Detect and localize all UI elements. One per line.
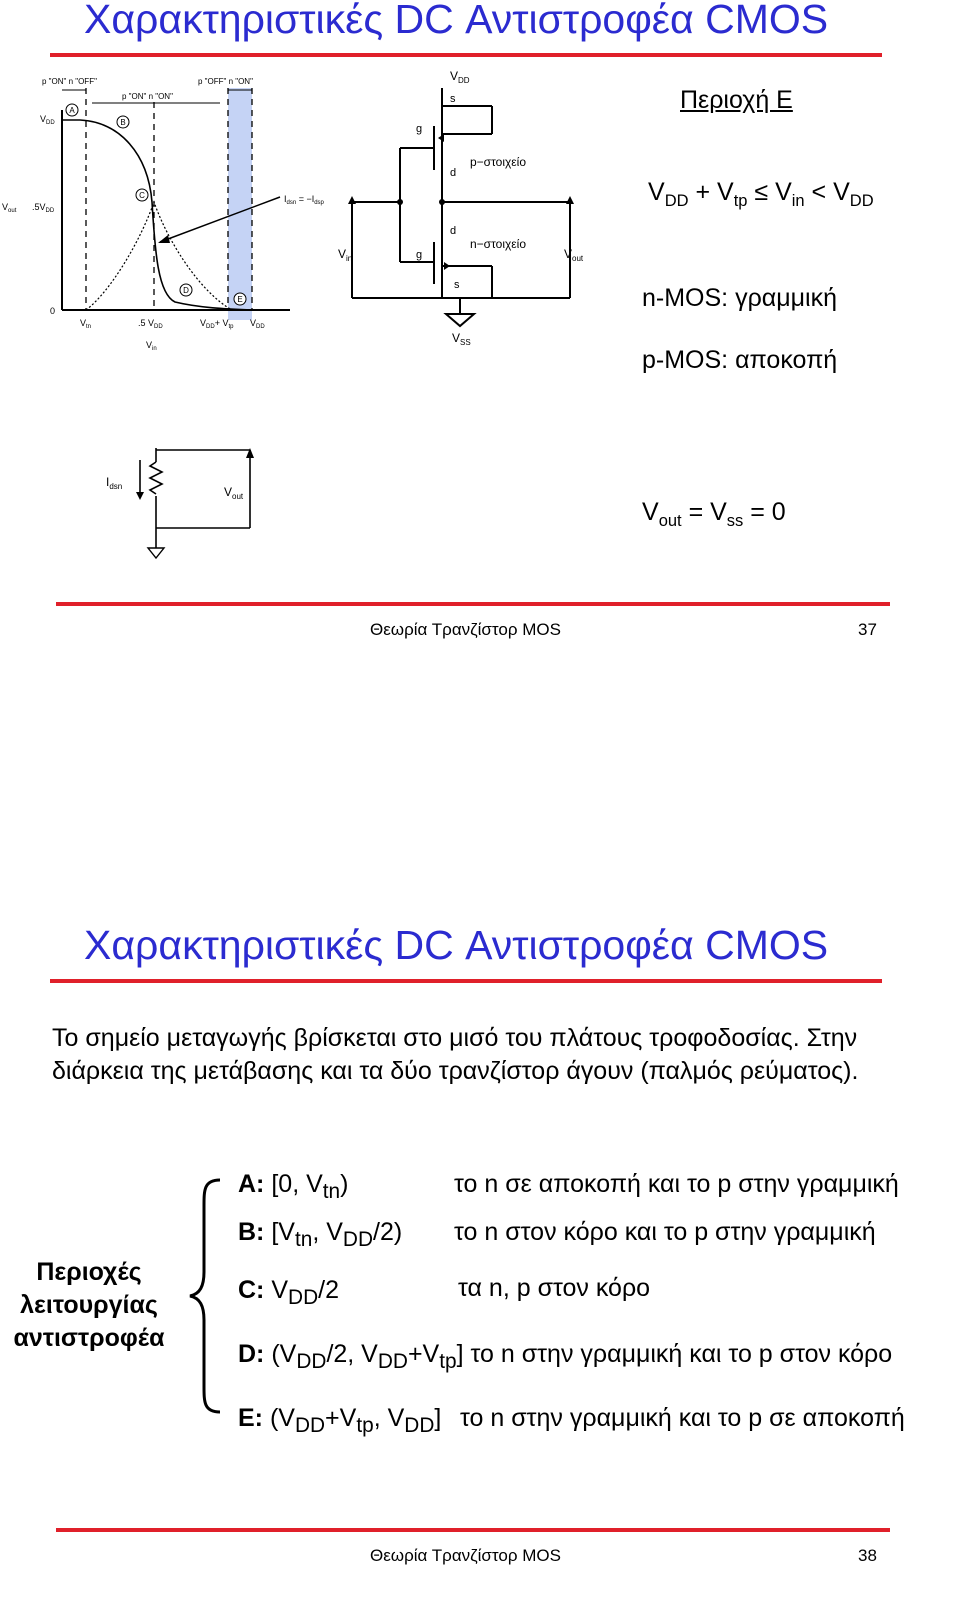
vtc-curve — [62, 120, 252, 310]
point-a: A — [69, 106, 75, 115]
terminal-s-n: s — [454, 279, 460, 291]
point-c: C — [139, 191, 145, 200]
equiv-vout-label: $V_{out}$ — [224, 485, 244, 501]
slide-38-paragraph: Το σημείο μεταγωγής βρίσκεται στο μισό του πλάτους τροφοδοσίας. Στην διάρκεια της μετάβασης και τα δύο τρανζίστορ άγουν (παλμός ρεύματος). — [52, 1024, 859, 1085]
nmos-state: n-MOS: γραμμική — [642, 284, 838, 312]
region-label-3: p "OFF" n "ON" — [198, 77, 253, 86]
region-e-heading: Περιοχή Ε — [680, 86, 793, 114]
vout-equation: $V_{out} = V_{ss} = 0$ — [642, 498, 786, 530]
slide-38-page-number: 38 — [858, 1546, 877, 1565]
point-d: D — [183, 286, 189, 295]
x-label-vtn: $V_{tn}$ — [80, 318, 92, 330]
terminal-d-p: d — [450, 167, 457, 179]
region-desc-b: το n στον κόρο και το p στην γραμμική — [454, 1218, 876, 1246]
current-curve — [86, 202, 232, 310]
n-device-label: n−στοιχείο — [470, 237, 526, 251]
slide-37-footer-text: Θεωρία Τρανζίστορ MOS — [370, 620, 561, 639]
slide-37-title: Χαρακτηριστικές DC Αντιστροφέα CMOS — [84, 0, 829, 42]
point-e: E — [237, 295, 243, 304]
cmos-inverter-circuit — [330, 62, 600, 352]
slide-38-footer-text: Θεωρία Τρανζίστορ MOS — [370, 1546, 561, 1565]
slide-38-title-rule — [50, 979, 882, 983]
regions-label: Περιοχές λειτουργίας αντιστροφέα — [13, 1258, 165, 1352]
transfer-characteristic-plot — [0, 62, 340, 362]
x-label-vdd: $V_{DD}$ — [250, 318, 265, 330]
region-e-highlight — [228, 88, 252, 320]
vin-label: $V_{in}$ — [338, 247, 353, 263]
terminal-d-n: d — [450, 225, 457, 237]
equivalent-circuit — [100, 440, 270, 564]
idsn-annotation: $I_{dsn} = -I_{dsp}$ — [284, 194, 324, 206]
x-axis-title: $V_{in}$ — [146, 340, 157, 352]
slide-37-page-number: 37 — [858, 620, 877, 639]
region-label-1: p "ON" n "OFF" — [42, 77, 97, 86]
vdd-label: $V_{DD}$ — [450, 69, 470, 85]
region-desc-a: το n σε αποκοπή και το p στην γραμμική — [454, 1170, 899, 1198]
region-row-d: D: ($V_{DD}/2$, $V_{DD}+V_{tp}$] το n στην γραμμική και το p στον κόρο — [238, 1340, 893, 1373]
slide-38-title: Χαρακτηριστικές DC Αντιστροφέα CMOS — [84, 922, 829, 968]
region-row-a: A: [0, $V_{tn}$) — [238, 1170, 349, 1203]
terminal-s-p: s — [450, 93, 456, 105]
slide-37-footer-rule — [56, 602, 890, 606]
region-row-c: C: $V_{DD}/2$ — [238, 1276, 339, 1309]
pmos-state: p-MOS: αποκοπή — [642, 346, 838, 374]
terminal-g-n: g — [416, 249, 423, 261]
region-e-condition: $V_{DD} + V_{tp} \le V_{in} < V_{DD}$ — [648, 178, 874, 210]
region-row-e: E: ($V_{DD}+V_{tp}$, $V_{DD}$] — [238, 1404, 442, 1437]
slide-37-title-rule — [50, 53, 882, 57]
region-row-b: B: [$V_{tn}$, $V_{DD}/2$) — [238, 1218, 403, 1251]
vout-label: $V_{out}$ — [564, 247, 584, 263]
y-label-zero: 0 — [50, 306, 56, 316]
region-label-2: p "ON" n "ON" — [122, 92, 173, 101]
point-b: B — [120, 118, 126, 127]
p-device-label: p−στοιχείο — [470, 155, 526, 169]
terminal-g-p: g — [416, 123, 423, 135]
left-curly-brace — [186, 1176, 226, 1416]
x-label-vddvtp: $V_{DD}+ V_{tp}$ — [200, 318, 234, 330]
vss-label: $V_{SS}$ — [452, 331, 471, 347]
y-label-vdd: $V_{DD}$ — [40, 114, 55, 126]
y-axis-title: $V_{out}$ — [2, 202, 17, 214]
x-label-half: .5 $V_{DD}$ — [138, 318, 163, 330]
region-desc-e: το n στην γραμμική και το p σε αποκοπή — [460, 1404, 905, 1432]
region-desc-c: τα n, p στον κόρο — [458, 1274, 651, 1302]
y-label-half: $.5V_{DD}$ — [32, 202, 55, 214]
equiv-idsn-label: $I_{dsn}$ — [106, 475, 123, 491]
slide-38-footer-rule — [56, 1528, 890, 1532]
